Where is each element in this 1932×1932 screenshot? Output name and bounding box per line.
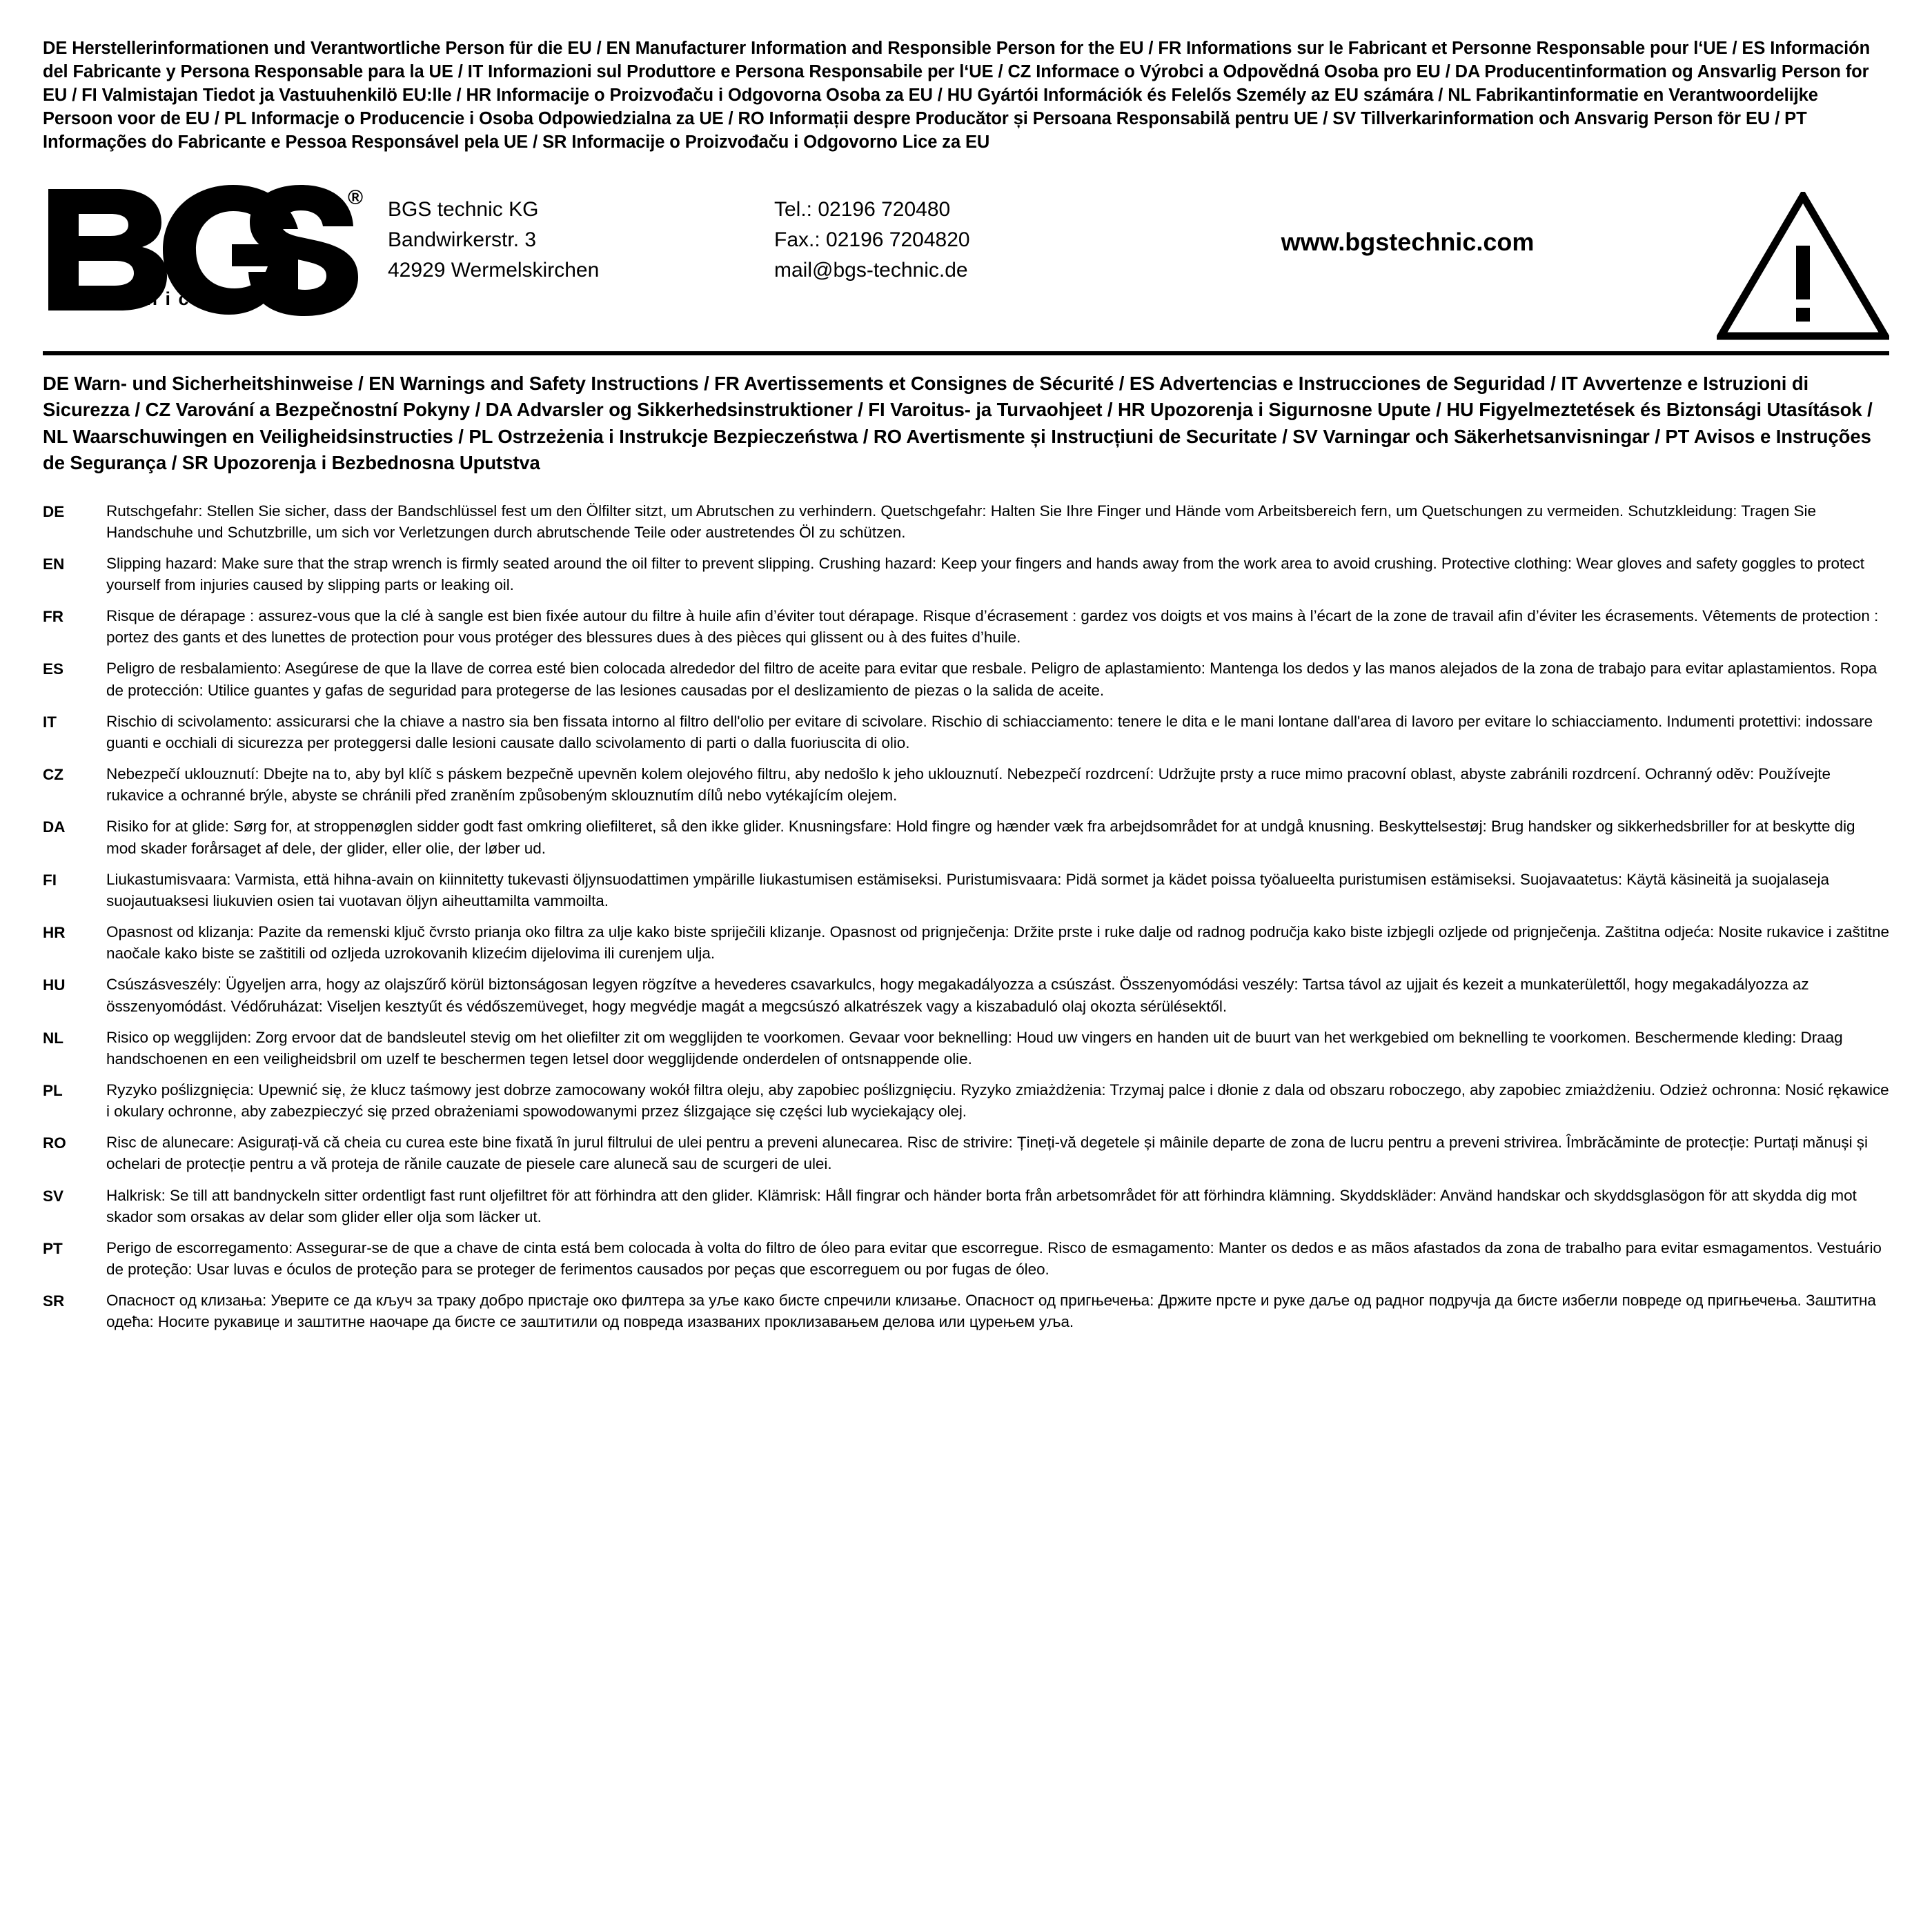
bgs-logo-subtext: t e c h n i c xyxy=(76,288,190,309)
list-item xyxy=(43,1290,1889,1332)
list-item xyxy=(43,1132,1889,1174)
language-text: Risiko for at glide: Sørg for, at stroppenøglen sidder godt fast omkring oliefilteret, så den ikke glider. Knusningsfare: Hold fingre og hænder væk fra arbejdsområdet for at undgå knusning. Beskyttelsestøj: Brug handsker og sikkerhedsbriller for at beskytte dig mod skader forårsaget af dele, der glider, eller olie, der løber ud. xyxy=(106,818,1855,857)
list-item xyxy=(43,1185,1889,1228)
language-code: NL xyxy=(43,1029,63,1047)
list-item xyxy=(43,1079,1889,1122)
list-item xyxy=(43,658,1889,700)
language-text: Nebezpečí uklouznutí: Dbejte na to, aby byl klíč s páskem bezpečně upevněn kolem olejového filtru, aby nedošlo k jeho uklouznutí. Nebezpečí rozdrcení: Udržujte prsty a ruce mimo pracovní oblast, abyste zabránili rozdrcení. Ochranný oděv: Používejte rukavice a ochranné brýle, abyste se chránili před zraněním způsobeným sklouznutím dílů nebo vytékajícím olejem. xyxy=(106,765,1831,805)
language-text: Risico op wegglijden: Zorg ervoor dat de bandsleutel stevig om het oliefilter zit om wegglijden te voorkomen. Gevaar voor beknelling: Houd uw vingers en handen uit de buurt van het werkgebied om beknelling te voorkomen. Beschermende kleding: Draag handschoenen en een veiligheidsbril om uzelf te beschermen tegen letsel door wegglijdende onderdelen of ontsnappende olie. xyxy=(106,1028,1843,1067)
language-text: Rischio di scivolamento: assicurarsi che la chiave a nastro sia ben fissata intorno al filtro dell'olio per evitare di scivolare. Rischio di schiacciamento: tenere le dita e le mani lontane dall'area di lavoro per evitare lo schiacciamento. Indumenti protettivi: indossare guanti e occhiali di sicurezza per proteggersi dalle lesioni causate dallo scivolamento di parti o dalla fuoriuscita di olio. xyxy=(106,712,1873,751)
company-name: BGS technic KG xyxy=(388,197,539,221)
list-item xyxy=(43,500,1889,543)
company-fax: Fax.: 02196 7204820 xyxy=(774,228,970,251)
company-website: www.bgstechnic.com xyxy=(1281,227,1535,256)
language-code: HR xyxy=(43,924,66,942)
manufacturer-block xyxy=(43,171,1889,355)
language-text: Halkrisk: Se till att bandnyckeln sitter ordentligt fast runt oljefiltret för att förhindra att den glider. Klämrisk: Håll fingrar och händer borta från arbetsområdet för att förhindra klämning. Skyddskläder: Använd handskar och skyddsglasögon för att skydda dig mot skador som orsakas av delar som glider eller olja som läcker ut. xyxy=(106,1186,1857,1225)
language-code: DA xyxy=(43,818,66,836)
bgs-logo xyxy=(43,171,388,322)
language-text: Risc de alunecare: Asigurați-vă că cheia cu curea este bine fixată în jurul filtrului de ulei pentru a preveni alunecarea. Risc de strivire: Țineți-vă degetele și mâinile departe de zona de lucru pentru a preveni strivirea. Îmbrăcăminte de protecție: Purtați mănuși și ochelari de protecție pentru a vă proteja de rănile cauzate de piesele care alunecă sau de scurgeri de ulei. xyxy=(106,1134,1868,1173)
company-email: mail@bgs-technic.de xyxy=(774,258,968,282)
manufacturer-address xyxy=(388,171,774,286)
language-code: PT xyxy=(43,1239,63,1257)
language-code: RO xyxy=(43,1134,66,1152)
language-text: Liukastumisvaara: Varmista, että hihna-avain on kiinnitetty tukevasti öljynsuodattimen ympärille liukastumisen estämiseksi. Puristumisvaara: Pidä sormet ja kädet poissa työalueelta puristumisen estämiseksi. Suojavaatetus: Käytä käsineitä ja suojalaseja suojautuaksesi liukuvien osien tai vuotavan öljyn aiheuttamilta vammoilta. xyxy=(106,870,1829,909)
list-item xyxy=(43,869,1889,911)
company-tel: Tel.: 02196 720480 xyxy=(774,197,951,221)
warning-triangle xyxy=(1682,171,1889,340)
list-item xyxy=(43,974,1889,1016)
language-text: Risque de dérapage : assurez-vous que la clé à sangle est bien fixée autour du filtre à huile afin d’éviter tout dérapage. Risque d’écrasement : gardez vos doigts et vos mains à l’écart de la zone de travail afin d’éviter les écrasements. Vêtements de protection : portez des gants et des lunettes de protection pour vous protéger des blessures dues à des pièces qui glissent ou à des fuites d’huile. xyxy=(106,607,1879,647)
language-text: Ryzyko poślizgnięcia: Upewnić się, że klucz taśmowy jest dobrze zamocowany wokół filtra oleju, aby zapobiec poślizgnięciu. Ryzyko zmiażdżenia: Trzymaj palce i dłonie z dala od obszaru roboczego, aby zapobiec zmiażdżeniu. Odzież ochronna: Nosić rękawice i okulary ochronne, aby zabezpieczyć się przed obrażeniami spowodowanymi przez ślizgające się części lub wyciekający olej. xyxy=(106,1081,1889,1121)
language-text: Csúszásveszély: Ügyeljen arra, hogy az olajszűrő körül biztonságosan legyen rögzítve a hevederes csavarkulcs, hogy megakadályozza a csúszást. Összenyomódási veszély: Tartsa távol az ujjait és kezeit a munkaterülettől, hogy megakadályozza az összenyomódást. Védőruházat: Viseljen kesztyűt és védőszemüveget, hogy megvédje magát a megcsúszó alkatrészek vagy a kiszabaduló olaj okozta sérülésektől. xyxy=(106,976,1809,1015)
manufacturer-info-languages-heading: DE Herstellerinformationen und Verantwortliche Person für die EU / EN Manufacturer Information and Responsible Person for the EU / FR Informations sur le Fabricant et Personne Responsable pour l‘UE / ES Información del Fabricante y Persona Responsable para la UE / IT Informazioni sul Produttore e Persona Responsabile per l‘UE / CZ Informace o Výrobci a Odpovědná Osoba pro EU / DA Producentinformation og Ansvarlig Person for EU / FI Valmistajan Tiedot ja Vastuuhenkilö EU:lle / HR Informacije o Proizvođaču i Odgovorna Osoba za EU / HU Gyártói Információk és Felelős Személy az EU számára / NL Fabrikantinformatie en Verantwoordelijke Persoon voor de EU / PL Informacje o Producencie i Osoba Odpowiedzialna za UE / RO Informații despre Producător și Persoana Responsabilă pentru UE / SV Tillverkarinformation och Ansvarig Person för EU / PT Informações do Fabricante e Pessoa Responsável pela UE / SR Informacije o Proizvođaču i Odgovorno Lice za EU xyxy=(43,39,1871,152)
language-text: Опасност од клизања: Уверите се да кључ за траку добро пристаје око филтера за уље како бисте спречили клизање. Опасност од пригњечења: Држите прсте и руке даље од радног подручја да бисте избегли повреде од пригњечења. Заштитна одећа: Носите рукавице и заштитне наочаре да бисте се заштитили од повреда изазваних проклизавањем делова или цурењем уља. xyxy=(106,1292,1876,1331)
language-text: Perigo de escorregamento: Assegurar-se de que a chave de cinta está bem colocada à volta do filtro de óleo para evitar que escorregue. Risco de esmagamento: Manter os dedos e as mãos afastados da zona de trabalho para evitar esmagamentos. Vestuário de proteção: Usar luvas e óculos de proteção para se proteger de ferimentos causados por peças que escorreguem ou por fugas de óleo. xyxy=(106,1239,1882,1279)
safety-instructions-list xyxy=(43,500,1889,1333)
language-text: Opasnost od klizanja: Pazite da remenski ključ čvrsto prianja oko filtra za ulje kako biste spriječili klizanje. Opasnost od prignječenja: Držite prste i ruke dalje od radnog područja kako biste izbjegli ozljede od prignječenja. Zaštitna odjeća: Nosite rukavice i zaštitne naočale kako biste se zaštitili od ozljeda uzrokovanih klizećim dijelovima ili curenjem ulja. xyxy=(106,923,1889,963)
manufacturer-contact xyxy=(774,171,1133,286)
language-code: SR xyxy=(43,1292,65,1310)
language-code: PL xyxy=(43,1081,63,1099)
list-item xyxy=(43,921,1889,964)
list-item xyxy=(43,763,1889,806)
warnings-heading: DE Warn- und Sicherheitshinweise / EN Warnings and Safety Instructions / FR Avertissements et Consignes de Sécurité / ES Advertencias e Instrucciones de Seguridad / IT Avvertenze e Istruzioni di Sicurezza / CZ Varování a Bezpečnostní Pokyny / DA Advarsler og Sikkerhedsinstruktioner / FI Varoitus- ja Turvaohjeet / HR Upozorenja i Sigurnosne Upute / HU Figyelmeztetések és Biztonsági Utasítások / NL Waarschuwingen en Veiligheidsinstructies / PL Ostrzeżenia i Instrukcje Bezpieczeństwa / RO Avertismente și Instrucțiuni de Securitate / SV Varningar och Säkerhetsanvisningar / PT Avisos e Instruções de Segurança / SR Upozorenja i Bezbednosna Uputstva xyxy=(43,372,1873,474)
language-text: Rutschgefahr: Stellen Sie sicher, dass der Bandschlüssel fest um den Ölfilter sitzt, um Abrutschen zu verhindern. Quetschgefahr: Halten Sie Ihre Finger und Hände vom Arbeitsbereich fern, um Quetschungen zu vermeiden. Schutzkleidung: Tragen Sie Handschuhe und Schutzbrille, um sich vor Verletzungen durch abrutschende Teile oder austretendes Öl zu schützen. xyxy=(106,502,1816,541)
language-code: CZ xyxy=(43,766,63,784)
language-text: Peligro de resbalamiento: Asegúrese de que la llave de correa esté bien colocada alrededor del filtro de aceite para evitar que resbale. Peligro de aplastamiento: Mantenga los dedos y las manos alejados de la zona de trabajo para evitar aplastamientos. Ropa de protección: Utilice guantes y gafas de seguridad para protegerse de las lesiones causadas por el deslizamiento de piezas o la salida de aceite. xyxy=(106,660,1877,699)
language-code: EN xyxy=(43,555,65,573)
language-code: ES xyxy=(43,660,64,678)
language-code: SV xyxy=(43,1187,64,1205)
language-code: IT xyxy=(43,713,57,731)
company-street: Bandwirkerstr. 3 xyxy=(388,228,537,251)
language-text: Slipping hazard: Make sure that the strap wrench is firmly seated around the oil filter to prevent slipping. Crushing hazard: Keep your fingers and hands away from the work area to avoid crushing. Protective clothing: Wear gloves and safety goggles to protect yourself from injuries caused by slipping parts or leaking oil. xyxy=(106,554,1865,593)
list-item xyxy=(43,711,1889,753)
company-city: 42929 Wermelskirchen xyxy=(388,258,600,282)
list-item xyxy=(43,816,1889,858)
language-code: FR xyxy=(43,608,63,626)
language-code: HU xyxy=(43,976,66,994)
list-item xyxy=(43,553,1889,595)
warning-triangle-icon xyxy=(1717,192,1889,340)
list-item xyxy=(43,1237,1889,1280)
list-item xyxy=(43,605,1889,648)
language-code: FI xyxy=(43,871,57,889)
language-code: DE xyxy=(43,502,65,520)
registered-trademark-symbol: ® xyxy=(348,186,364,209)
list-item xyxy=(43,1027,1889,1070)
